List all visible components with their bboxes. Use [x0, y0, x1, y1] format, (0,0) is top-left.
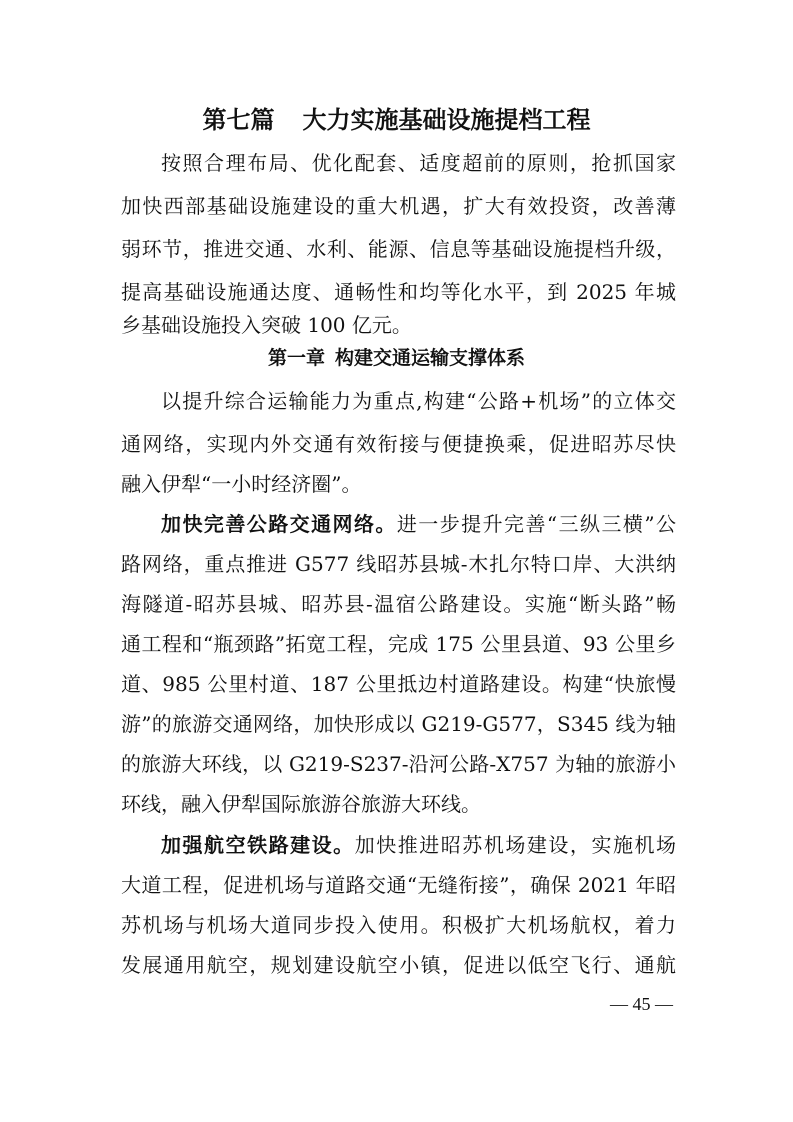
paragraph-line: 游”的旅游交通网络，加快形成以 G219-G577，S345 线为轴: [121, 712, 676, 736]
paragraph-line: 融入伊犁“一小时经济圈”。: [121, 472, 362, 496]
paragraph-lead-heading: 加强航空铁路建设。: [161, 833, 355, 857]
intro-line: 按照合理布局、优化配套、适度超前的原则，抢抓国家: [161, 151, 676, 175]
paragraph-line: 苏机场与机场大道同步投入使用。积极扩大机场航权，着力: [121, 913, 676, 937]
paragraph-line: 的旅游大环线，以 G219-S237-沿河公路-X757 为轴的旅游小: [121, 752, 676, 776]
paragraph-line: 以提升综合运输能力为重点,构建“公路+机场”的立体交: [161, 389, 676, 413]
part-title: [0, 105, 793, 135]
paragraph-first-line: [161, 833, 676, 857]
intro-line: 弱环节，推进交通、水利、能源、信息等基础设施提档升级，: [121, 237, 676, 261]
paragraph-line: 发展通用航空，规划建设航空小镇，促进以低空飞行、通航: [121, 953, 676, 977]
part-title-text: 大力实施基础设施提档工程: [302, 106, 591, 134]
intro-line: 提高基础设施通达度、通畅性和均等化水平，到 2025 年城: [121, 280, 676, 304]
intro-line: 乡基础设施投入突破 100 亿元。: [121, 313, 412, 337]
paragraph-first-line: [161, 512, 676, 536]
paragraph-line: 通工程和“瓶颈路”拓宽工程，完成 175 公里县道、93 公里乡: [121, 632, 676, 656]
paragraph-line: 海隧道-昭苏县城、昭苏县-温宿公路建设。实施“断头路”畅: [121, 592, 676, 616]
part-number: 第七篇: [202, 106, 275, 134]
chapter-title: [0, 346, 793, 370]
paragraph-line: 环线，融入伊犁国际旅游谷旅游大环线。: [121, 792, 481, 816]
paragraph-line: 路网络，重点推进 G577 线昭苏县城-木扎尔特口岸、大洪纳: [121, 552, 676, 576]
paragraph-text: 进一步提升完善“三纵三横”公: [396, 512, 677, 536]
paragraph-line: 大道工程，促进机场与道路交通“无缝衔接”，确保 2021 年昭: [121, 873, 676, 897]
paragraph-text: 加快推进昭苏机场建设，实施机场: [354, 833, 677, 857]
chapter-number: 第一章: [267, 347, 325, 369]
page-number: — 45 —: [610, 994, 673, 1014]
paragraph-line: 道、985 公里村道、187 公里抵边村道路建设。构建“快旅慢: [121, 672, 676, 696]
paragraph-lead-heading: 加快完善公路交通网络。: [161, 512, 397, 536]
chapter-title-text: 构建交通运输支撑体系: [335, 347, 526, 369]
intro-line: 加快西部基础设施建设的重大机遇，扩大有效投资，改善薄: [121, 194, 676, 218]
paragraph-line: 通网络，实现内外交通有效衔接与便捷换乘，促进昭苏尽快: [121, 432, 676, 456]
